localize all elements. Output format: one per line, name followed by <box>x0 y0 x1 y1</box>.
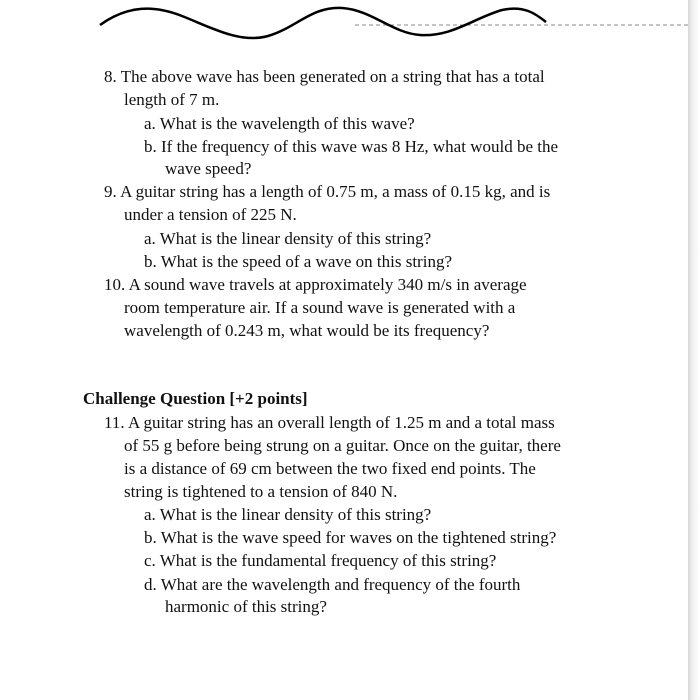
question-number: 8. <box>104 67 117 86</box>
sub-question-text: What is the fundamental frequency of this string? <box>159 551 497 570</box>
sub-label: b. <box>144 252 157 271</box>
question-8 <box>104 66 545 88</box>
question-10 <box>104 274 527 296</box>
question-11-continued <box>124 458 536 480</box>
sub-question-text: What is the linear density of this string? <box>159 229 432 248</box>
challenge-heading: Challenge Question [+2 points] <box>83 389 308 408</box>
question-text: is a distance of 69 cm between the two fixed end points. The <box>124 459 536 478</box>
sub-question-text: harmonic of this string? <box>165 597 327 616</box>
question-11-continued <box>124 481 397 503</box>
question-11d <box>144 574 520 596</box>
question-8a <box>144 113 415 135</box>
question-11a <box>144 504 431 526</box>
question-11 <box>104 412 555 434</box>
question-text: under a tension of 225 N. <box>124 205 297 224</box>
sub-label: a. <box>144 229 156 248</box>
question-11b <box>144 527 556 549</box>
sub-question-text: What is the wavelength of this wave? <box>159 114 415 133</box>
sub-question-text: What is the linear density of this string? <box>159 505 432 524</box>
question-text: room temperature air. If a sound wave is generated with a <box>124 298 516 317</box>
sub-question-text: What is the wave speed for waves on the tightened string? <box>160 528 557 547</box>
sub-question-text: What are the wavelength and frequency of the fourth <box>160 575 521 594</box>
question-9a <box>144 228 431 250</box>
question-8b <box>144 136 558 158</box>
question-text: The above wave has been generated on a string that has a total <box>120 67 545 86</box>
question-number: 11. <box>104 413 125 432</box>
question-9-continued <box>124 204 297 226</box>
question-11d-continued <box>165 596 327 618</box>
question-text: A guitar string has an overall length of 1.25 m and a total mass <box>127 413 555 432</box>
sub-label: b. <box>144 137 157 156</box>
question-number: 9. <box>104 182 117 201</box>
sub-question-text: What is the speed of a wave on this string? <box>160 252 452 271</box>
question-text: A sound wave travels at approximately 340 m/s in average <box>128 275 527 294</box>
sub-question-text: wave speed? <box>165 159 252 178</box>
question-8-continued <box>124 89 219 111</box>
sub-label: c. <box>144 551 156 570</box>
question-10-continued <box>124 320 489 342</box>
sub-label: b. <box>144 528 157 547</box>
sub-label: d. <box>144 575 157 594</box>
question-text: length of 7 m. <box>124 90 220 109</box>
question-9b <box>144 251 452 273</box>
question-11c <box>144 550 496 572</box>
sub-label: a. <box>144 505 156 524</box>
question-text: of 55 g before being strung on a guitar. Once on the guitar, there <box>124 436 561 455</box>
question-number: 10. <box>104 275 126 294</box>
sub-question-text: If the frequency of this wave was 8 Hz, what would be the <box>161 137 559 156</box>
question-9 <box>104 181 550 203</box>
question-text: wavelength of 0.243 m, what would be its frequency? <box>124 321 490 340</box>
question-11-continued <box>124 435 561 457</box>
page-edge-shadow <box>688 0 700 700</box>
question-text: A guitar string has a length of 0.75 m, a mass of 0.15 kg, and is <box>120 182 551 201</box>
sub-label: a. <box>144 114 156 133</box>
question-8b-continued <box>165 158 251 180</box>
question-text: string is tightened to a tension of 840 N. <box>124 482 398 501</box>
question-10-continued <box>124 297 515 319</box>
